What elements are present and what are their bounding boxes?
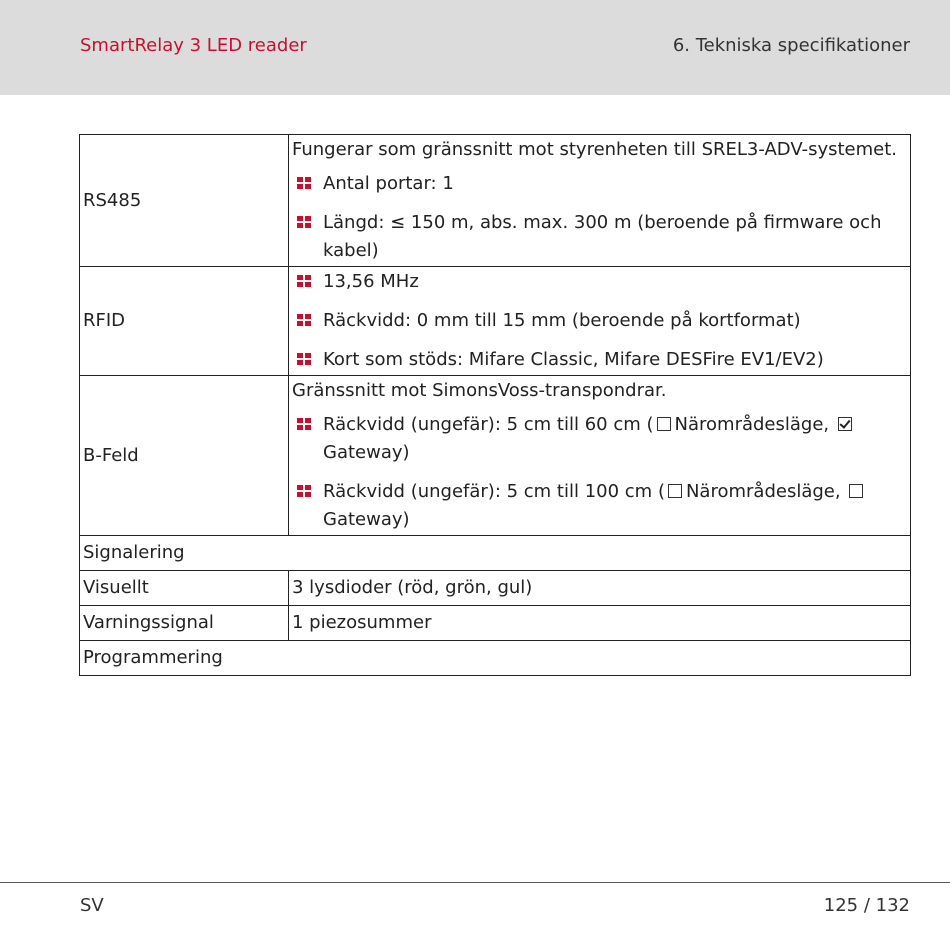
near-field-label: Närområdesläge, <box>674 414 830 435</box>
chapter-title: 6. Tekniska specifikationer <box>672 35 910 56</box>
rs485-intro: Fungerar som gränssnitt mot styrenheten till SREL3-ADV-systemet. <box>292 139 898 160</box>
list-item <box>292 478 907 534</box>
page-number: 125 / 132 <box>823 895 910 916</box>
page-header <box>0 0 950 95</box>
row-value <box>289 267 911 376</box>
row-value: 3 lysdioder (röd, grön, gul) <box>289 571 911 606</box>
list-item <box>292 170 907 198</box>
bullet-text: Räckvidd (ungefär): 5 cm till 60 cm ( <box>323 414 654 435</box>
table-row-varningssignal <box>80 606 911 641</box>
row-value: 1 piezosummer <box>289 606 911 641</box>
gateway-label: Gateway) <box>323 509 410 530</box>
bullet-icon <box>297 314 311 327</box>
table-row-programmering <box>80 641 911 676</box>
footer-divider <box>0 882 950 883</box>
bullet-text: Kort som stöds: Mifare Classic, Mifare DESFire EV1/EV2) <box>323 349 824 370</box>
row-value <box>289 376 911 536</box>
row-value <box>289 135 911 267</box>
row-label: RS485 <box>80 135 289 267</box>
table-row-rfid <box>80 267 911 376</box>
bullet-icon <box>297 216 311 229</box>
bullet-text: Längd: ≤ 150 m, abs. max. 300 m (beroende på firmware och kabel) <box>323 212 882 261</box>
table-row-visuellt <box>80 571 911 606</box>
bullet-icon <box>297 353 311 366</box>
gateway-checkbox-icon <box>838 417 852 431</box>
bullet-text: 13,56 MHz <box>323 271 419 292</box>
list-item <box>292 268 907 296</box>
list-item <box>292 307 907 335</box>
bullet-list <box>292 411 907 534</box>
list-item <box>292 346 907 374</box>
row-label: B-Feld <box>80 376 289 536</box>
row-label: Visuellt <box>80 571 289 606</box>
row-label: Varningssignal <box>80 606 289 641</box>
row-label: RFID <box>80 267 289 376</box>
bfeld-intro: Gränssnitt mot SimonsVoss-transpondrar. <box>292 380 667 401</box>
bullet-text: Antal portar: 1 <box>323 173 454 194</box>
list-item <box>292 209 907 265</box>
spec-table <box>79 134 911 676</box>
section-heading: Programmering <box>80 641 911 676</box>
near-field-label: Närområdesläge, <box>685 481 841 502</box>
bullet-list <box>292 268 907 374</box>
bullet-icon <box>297 418 311 431</box>
language-code: SV <box>80 895 104 916</box>
bullet-icon <box>297 485 311 498</box>
near-field-checkbox-icon <box>657 417 671 431</box>
table-row-signalering <box>80 536 911 571</box>
bullet-text: Räckvidd: 0 mm till 15 mm (beroende på kortformat) <box>323 310 801 331</box>
gateway-checkbox-icon <box>849 484 863 498</box>
list-item <box>292 411 907 467</box>
document-title: SmartRelay 3 LED reader <box>80 35 307 56</box>
bullet-icon <box>297 177 311 190</box>
bullet-text: Räckvidd (ungefär): 5 cm till 100 cm ( <box>323 481 665 502</box>
section-heading: Signalering <box>80 536 911 571</box>
gateway-label: Gateway) <box>323 442 410 463</box>
table-row-rs485 <box>80 135 911 267</box>
bullet-list <box>292 170 907 265</box>
near-field-checkbox-icon <box>668 484 682 498</box>
bullet-icon <box>297 275 311 288</box>
table-row-bfeld <box>80 376 911 536</box>
